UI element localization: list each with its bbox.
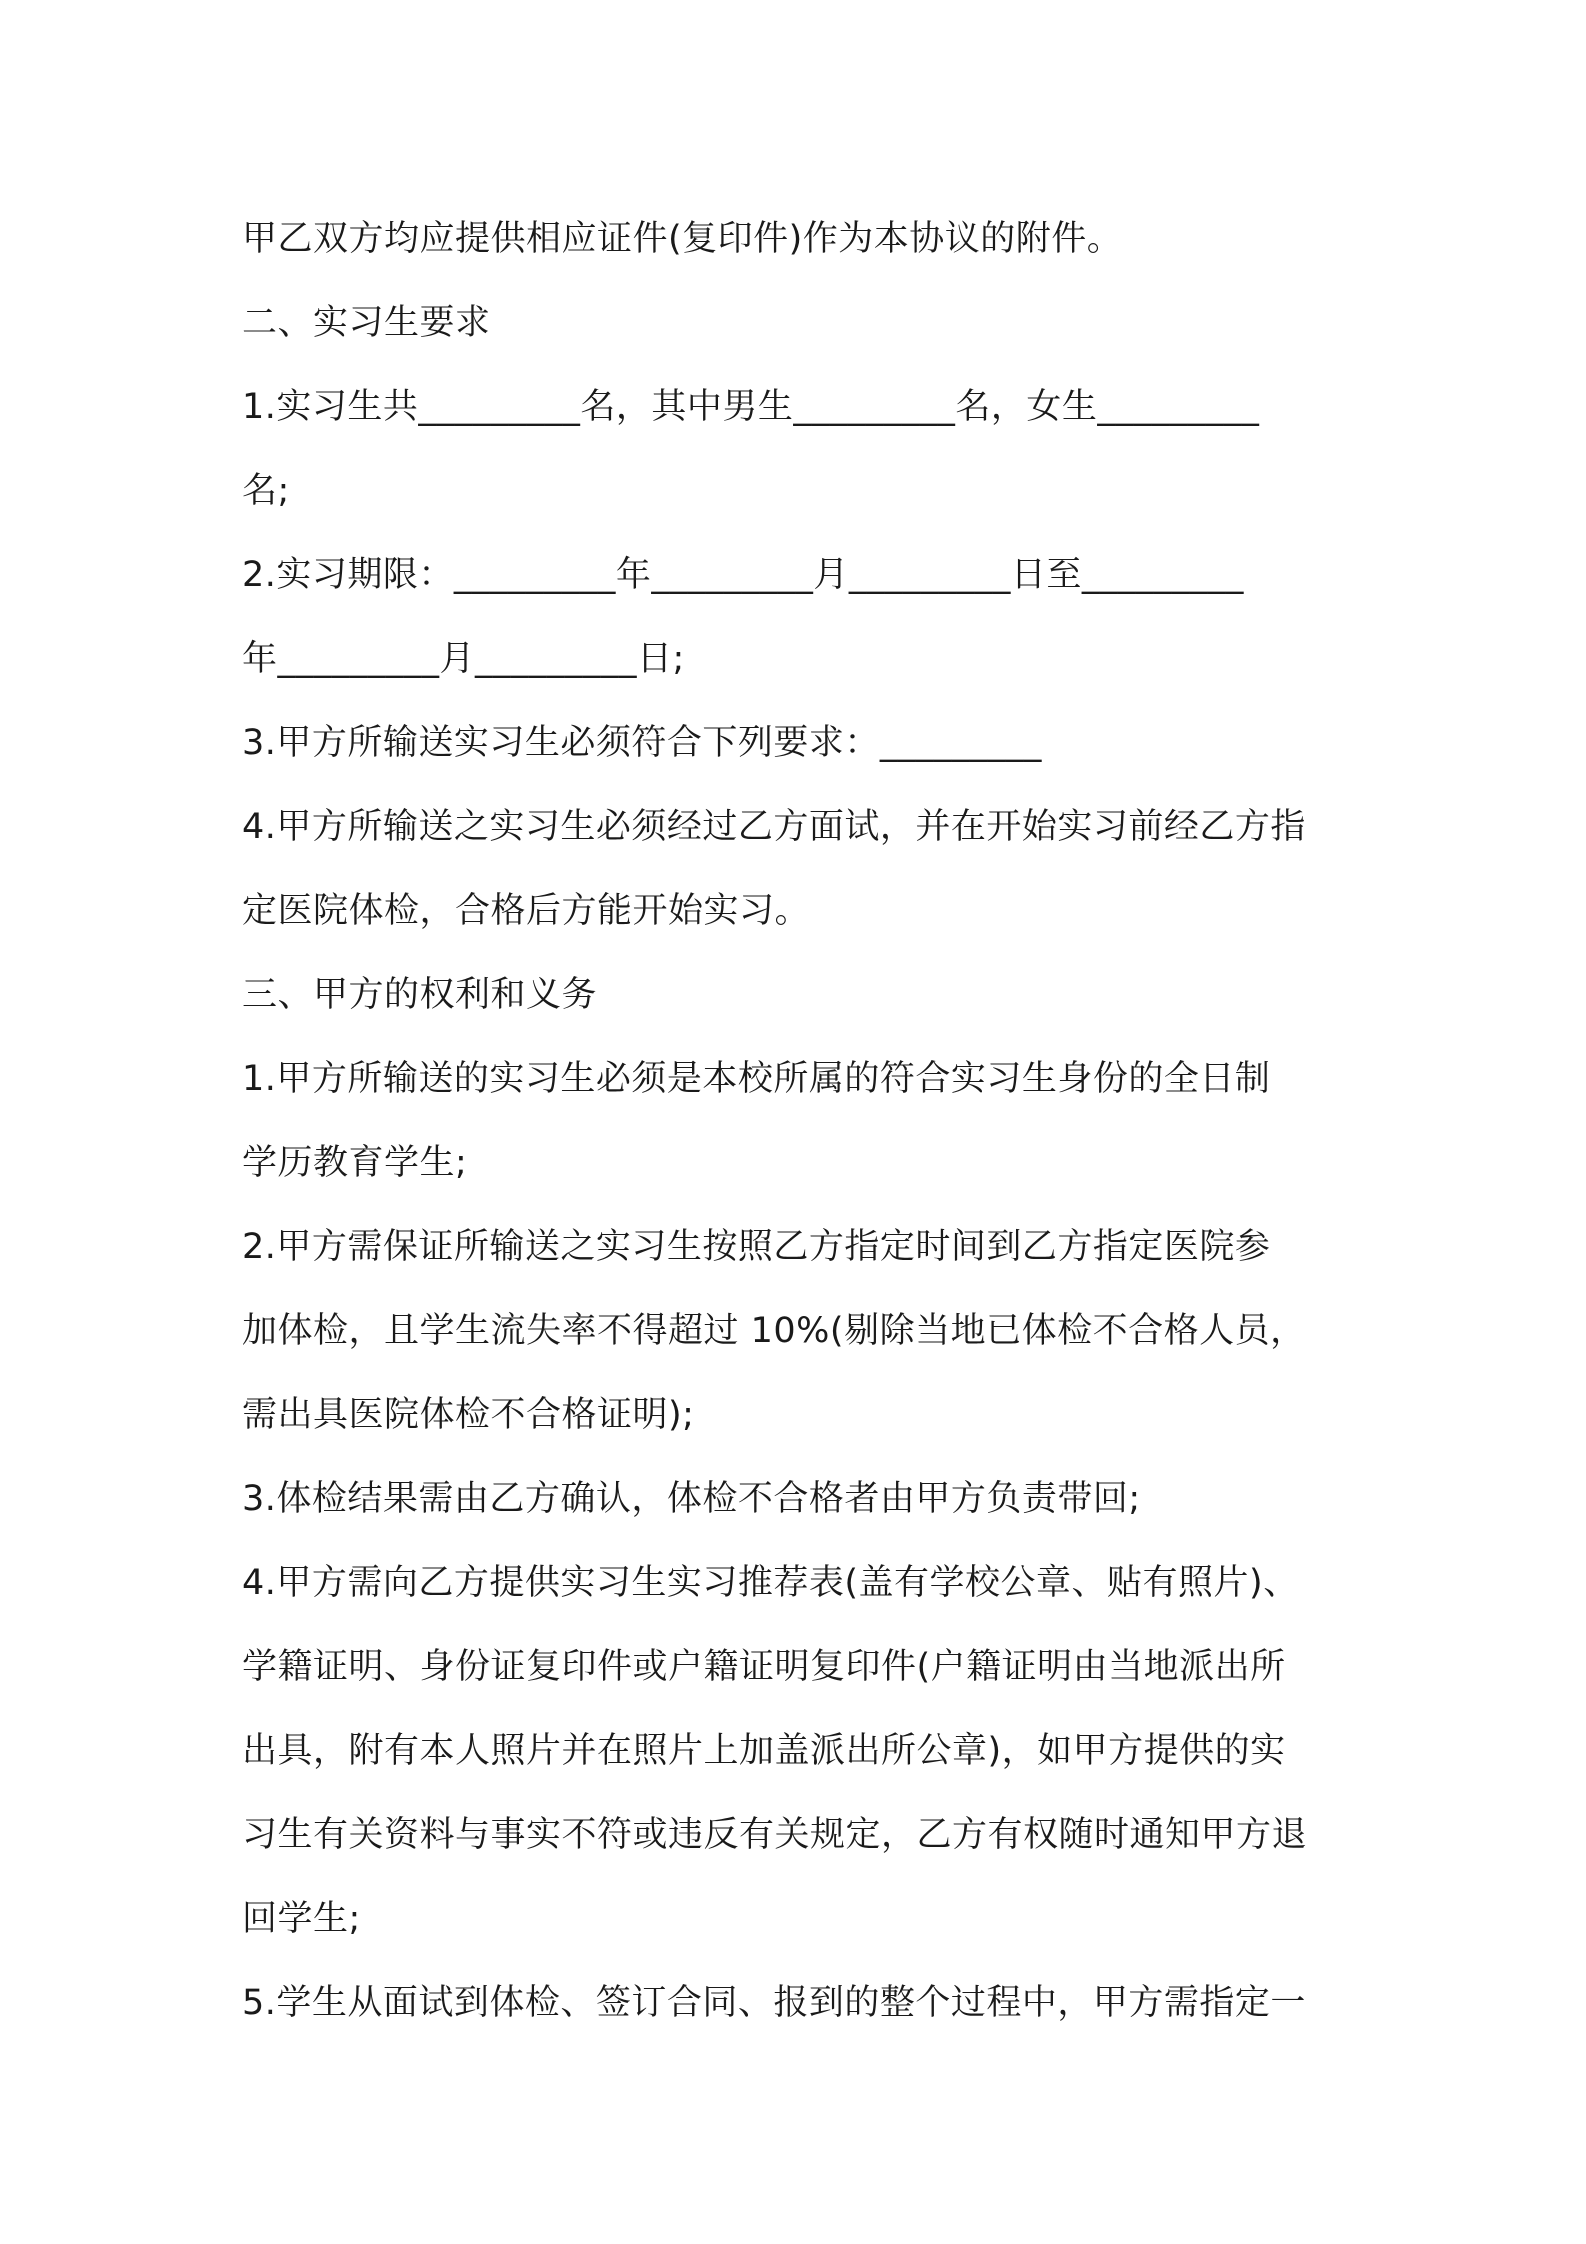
text-line-intern-count-cont: 名; (242, 471, 290, 511)
text-line-party-a-3: 3.体检结果需由乙方确认，体检不合格者由甲方负责带回; (242, 1479, 1141, 1519)
text-line-party-a-1: 1.甲方所输送的实习生必须是本校所属的符合实习生身份的全日制 (242, 1059, 1271, 1099)
document-body (242, 197, 1354, 2045)
text-line-party-a-2-cont2: 需出具医院体检不合格证明); (242, 1395, 695, 1435)
text-line-party-a-1-cont: 学历教育学生; (242, 1143, 468, 1183)
text-line-interview: 4.甲方所输送之实习生必须经过乙方面试，并在开始实习前经乙方指 (242, 807, 1306, 847)
text-line-attachments: 甲乙双方均应提供相应证件(复印件)作为本协议的附件。 (242, 219, 1123, 259)
text-line-internship-period: 2.实习期限：_________年_________月_________日至_________ (242, 555, 1244, 595)
text-line-party-a-4-cont4: 回学生; (242, 1899, 361, 1939)
text-line-party-a-4-cont3: 习生有关资料与事实不符或违反有关规定，乙方有权随时通知甲方退 (242, 1815, 1308, 1855)
text-line-party-a-2: 2.甲方需保证所输送之实习生按照乙方指定时间到乙方指定医院参 (242, 1227, 1271, 1267)
text-line-intern-count: 1.实习生共_________名，其中男生_________名，女生_________ (242, 387, 1260, 427)
text-line-requirements: 3.甲方所输送实习生必须符合下列要求：_________ (242, 723, 1042, 763)
section-heading-party-a-rights: 三、甲方的权利和义务 (242, 975, 598, 1015)
text-line-party-a-5: 5.学生从面试到体检、签订合同、报到的整个过程中，甲方需指定一 (242, 1983, 1306, 2023)
text-line-party-a-2-cont: 加体检，且学生流失率不得超过 10%(剔除当地已体检不合格人员， (242, 1311, 1306, 1351)
text-line-party-a-4-cont2: 出具，附有本人照片并在照片上加盖派出所公章)，如甲方提供的实 (242, 1731, 1286, 1771)
text-line-party-a-4: 4.甲方需向乙方提供实习生实习推荐表(盖有学校公章、贴有照片)、 (242, 1563, 1299, 1603)
section-heading-intern-requirements: 二、实习生要求 (242, 303, 491, 343)
text-line-party-a-4-cont: 学籍证明、身份证复印件或户籍证明复印件(户籍证明由当地派出所 (242, 1647, 1286, 1687)
text-line-internship-period-cont: 年_________月_________日; (242, 639, 685, 679)
text-line-interview-cont: 定医院体检，合格后方能开始实习。 (242, 891, 811, 931)
